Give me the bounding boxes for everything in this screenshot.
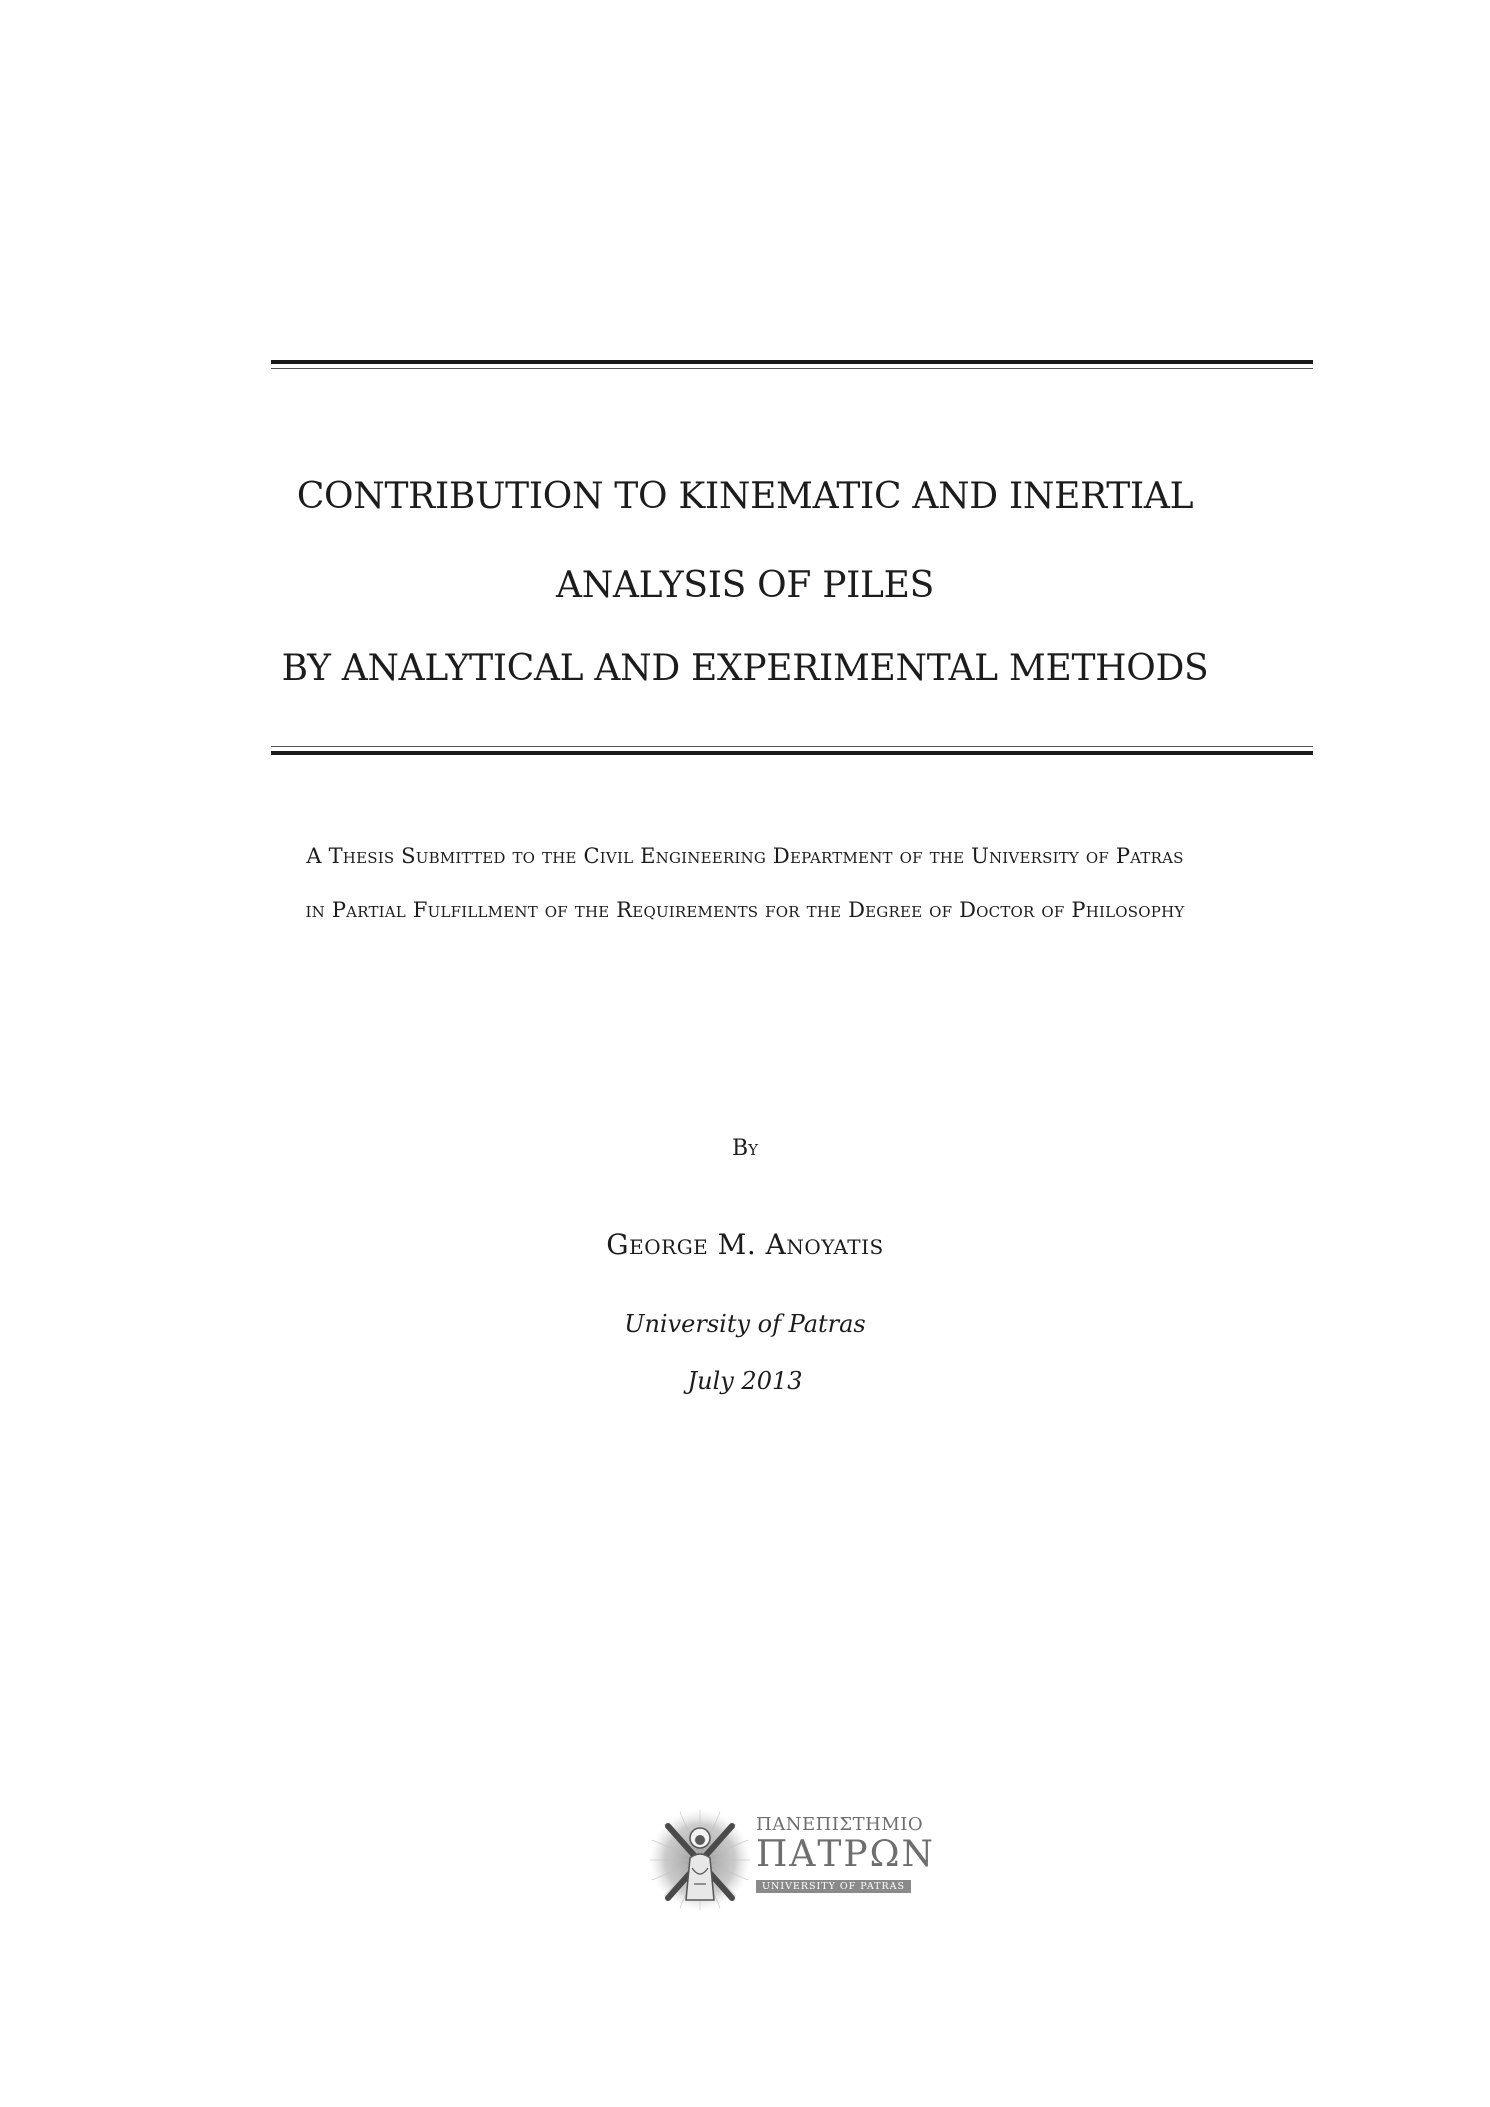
by-label: By	[731, 1136, 759, 1161]
top-thick-rule	[271, 360, 1313, 364]
bottom-thick-rule	[271, 751, 1313, 755]
bottom-thin-rule	[271, 746, 1313, 747]
author-name: George M. Anoyatis	[606, 1228, 884, 1261]
subtitle-line-2: in Partial Fulfillment of the Requirements for the Degree of Doctor of Philosophy	[305, 898, 1185, 922]
subtitle-line-1: A Thesis Submitted to the Civil Engineering Department of the University of Patras	[306, 844, 1184, 868]
bottom-double-rule	[271, 746, 1313, 755]
logo-greek-university: ΠΑΝΕΠΙΣΤΗΜΙΟ	[756, 1814, 924, 1835]
saint-andrew-emblem-icon	[648, 1808, 752, 1912]
university-logo	[648, 1808, 938, 1912]
logo-text-block	[756, 1814, 936, 1893]
logo-english-name: UNIVERSITY OF PATRAS	[756, 1880, 911, 1893]
title-line-3: BY ANALYTICAL AND EXPERIMENTAL METHODS	[281, 648, 1209, 689]
top-thin-rule	[271, 368, 1313, 369]
title-line-2: ANALYSIS OF PILES	[556, 565, 934, 606]
top-double-rule	[271, 360, 1313, 369]
title-line-1: CONTRIBUTION TO KINEMATIC AND INERTIAL	[296, 476, 1194, 517]
logo-greek-patras: ΠΑΤΡΩΝ	[756, 1834, 935, 1875]
submission-date: July 2013	[687, 1367, 803, 1395]
institution: University of Patras	[624, 1310, 866, 1338]
